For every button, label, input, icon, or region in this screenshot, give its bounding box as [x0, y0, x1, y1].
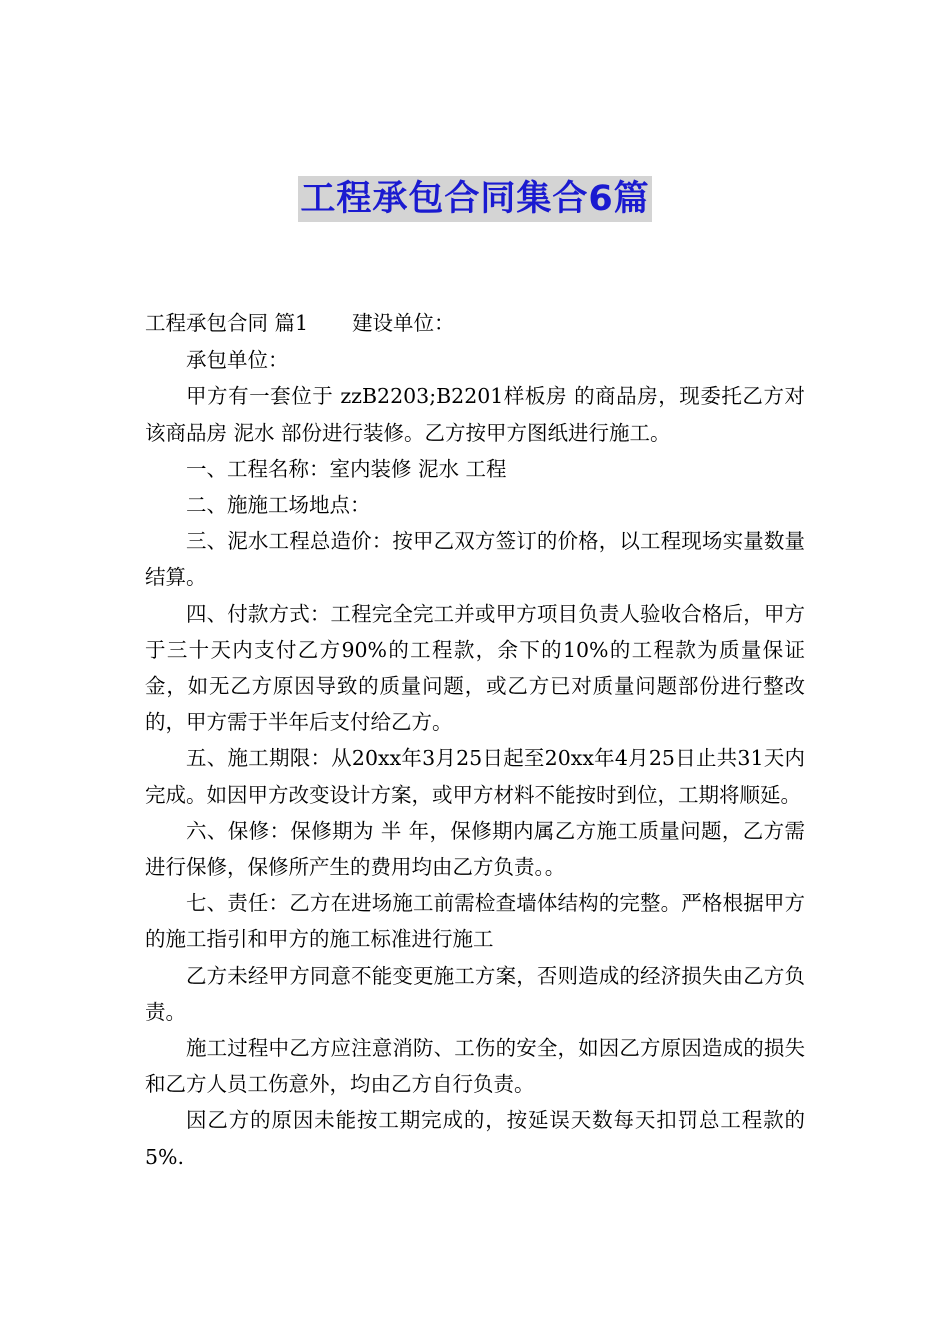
paragraph: 四、付款方式：工程完全完工并或甲方项目负责人验收合格后，甲方于三十天内支付乙方90%的工程款，余下的10%的工程款为质量保证金，如无乙方原因导致的质量问题，或乙方已对质量问题部份进行整改的，甲方需于半年后支付给乙方。: [145, 601, 805, 735]
document-title: 工程承包合同集合6篇: [298, 176, 651, 222]
paragraph: 甲方有一套位于 zzB2203;B2201样板房 的商品房，现委托乙方对该商品房 泥水 部份进行装修。乙方按甲方图纸进行施工。: [145, 384, 805, 445]
heading-line: [145, 305, 805, 341]
paragraph: 因乙方的原因未能按工期完成的，按延误天数每天扣罚总工程款的5%.: [145, 1108, 805, 1169]
paragraph: 一、工程名称：室内装修 泥水 工程: [186, 456, 507, 481]
paragraph: 施工过程中乙方应注意消防、工伤的安全，如因乙方原因造成的损失和乙方人员工伤意外，均由乙方自行负责。: [145, 1036, 805, 1097]
paragraph: 承包单位：: [186, 348, 289, 373]
section-heading: 工程承包合同 篇1: [145, 311, 309, 335]
paragraph: 五、施工期限：从20xx年3月25日起至20xx年4月25日止共31天内完成。如因甲方改变设计方案，或甲方材料不能按时到位，工期将顺延。: [145, 746, 805, 807]
paragraph: 乙方未经甲方同意不能变更施工方案，否则造成的经济损失由乙方负责。: [145, 963, 805, 1024]
paragraph: 六、保修：保修期为 半 年，保修期内属乙方施工质量问题，乙方需进行保修，保修所产生的费用均由乙方负责。。: [145, 818, 805, 880]
paragraph: 七、责任：乙方在进场施工前需检查墙体结构的完整。严格根据甲方的施工指引和甲方的施工标准进行施工: [145, 891, 805, 952]
title-container: [0, 176, 950, 222]
paragraph: 三、泥水工程总造价：按甲乙双方签订的价格，以工程现场实量数量结算。: [145, 529, 805, 590]
document-body: [145, 305, 805, 1175]
construction-unit-label: 建设单位：: [352, 311, 455, 335]
paragraph: 二、施施工场地点：: [186, 493, 371, 518]
